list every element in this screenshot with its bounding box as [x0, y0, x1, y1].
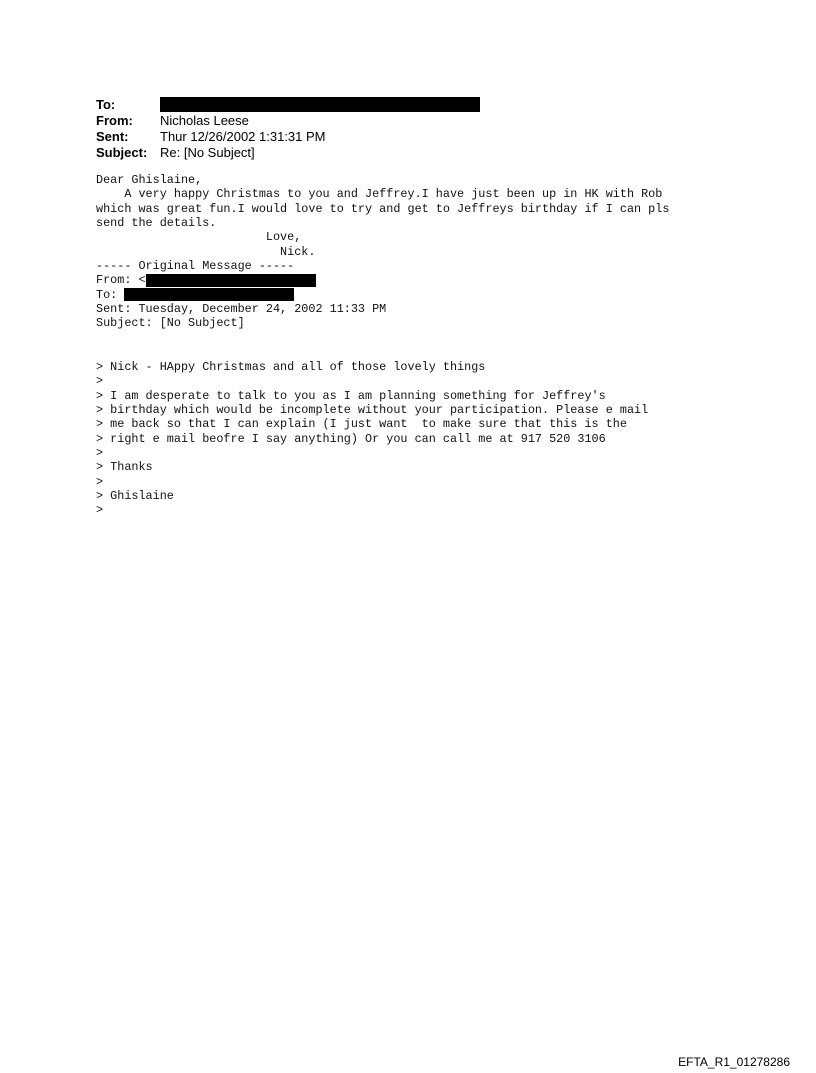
reply-body [96, 173, 669, 331]
quoted-line: > Ghislaine [96, 489, 174, 504]
body-line: which was great fun.I would love to try and get to Jeffreys birthday if I can pls [96, 201, 670, 216]
quoted-line: > Nick - HAppy Christmas and all of those lovely things [96, 360, 486, 374]
subject-value: Re: [No Subject] [160, 144, 255, 160]
from-label: From: [96, 112, 133, 128]
quoted-line: > birthday which would be incomplete without your participation. Please e mail [96, 403, 649, 418]
closing-love: Love, [96, 230, 302, 245]
email-header [96, 96, 656, 160]
body-line: A very happy Christmas to you and Jeffrey.I have just been up in HK with Rob [96, 187, 663, 202]
subject-row [96, 144, 656, 160]
original-from-label: From: < [96, 273, 146, 288]
to-value [160, 96, 480, 112]
sent-label: Sent: [96, 128, 129, 144]
quoted-line: > me back so that I can explain (I just want to make sure that this is the [96, 417, 627, 432]
document-id: EFTA_R1_01278286 [678, 1055, 790, 1069]
quoted-message [96, 360, 648, 518]
original-divider: ----- Original Message ----- [96, 259, 295, 274]
original-subject: Subject: [No Subject] [96, 316, 245, 331]
original-to-label: To: [96, 287, 125, 302]
body-line: send the details. [96, 216, 217, 231]
subject-label: Subject: [96, 144, 148, 160]
redaction-block [124, 288, 294, 301]
quoted-line: > [96, 474, 104, 489]
original-from [96, 273, 669, 287]
from-row [96, 112, 656, 128]
from-value: Nicholas Leese [160, 112, 249, 128]
quoted-line: > I am desperate to talk to you as I am planning something for Jeffrey's [96, 388, 606, 403]
redaction-block [146, 274, 316, 287]
redaction-block [160, 97, 480, 112]
original-sent: Sent: Tuesday, December 24, 2002 11:33 PM [96, 302, 387, 317]
quoted-line: > [96, 503, 104, 518]
original-to [96, 288, 669, 302]
quoted-line: > [96, 374, 104, 389]
sent-row [96, 128, 656, 144]
greeting: Dear Ghislaine, [96, 173, 203, 187]
to-row [96, 96, 656, 112]
quoted-line: > Thanks [96, 460, 153, 475]
closing-name: Nick. [96, 244, 316, 259]
to-label: To: [96, 96, 116, 112]
quoted-line: > [96, 446, 104, 461]
quoted-line: > right e mail beofre I say anything) Or you can call me at 917 520 3106 [96, 431, 606, 446]
sent-value: Thur 12/26/2002 1:31:31 PM [160, 128, 326, 144]
